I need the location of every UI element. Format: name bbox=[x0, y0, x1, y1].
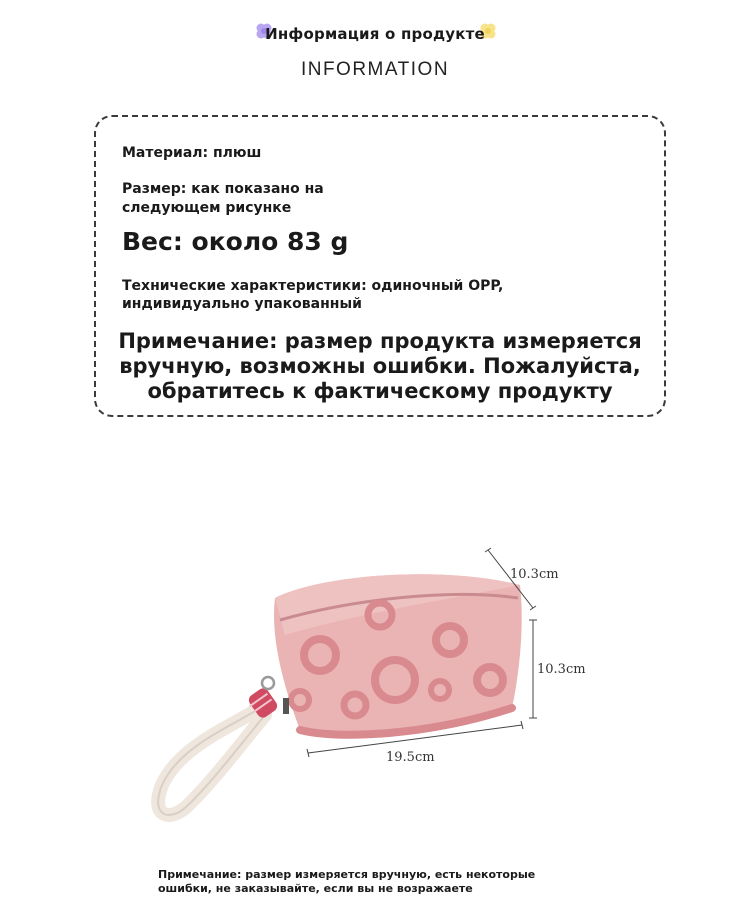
width-dimension-label: 19.5cm bbox=[386, 750, 435, 765]
note-line2: вручную, возможны ошибки. Пожалуйста, bbox=[119, 354, 641, 378]
pouch-illustration bbox=[140, 540, 610, 850]
footer-note-line2: ошибки, не заказывайте, если вы не возражаете bbox=[158, 882, 473, 895]
size-text-line1: Размер: как показано на bbox=[122, 181, 324, 197]
product-info-box bbox=[94, 115, 666, 417]
spec-text-line1: Технические характеристики: одиночный OPP, bbox=[122, 278, 504, 294]
spec-text-line2: индивидуально упакованный bbox=[122, 296, 362, 312]
title-wrap bbox=[257, 24, 493, 43]
depth-dimension-label: 10.3cm bbox=[510, 567, 559, 582]
note-line3: обратитесь к фактическому продукту bbox=[147, 379, 613, 403]
size-text-line2: следующем рисунке bbox=[122, 200, 292, 216]
product-image-area bbox=[140, 540, 610, 850]
weight-text: Вес: около 83 g bbox=[122, 227, 349, 256]
measurement-note bbox=[96, 329, 664, 404]
strap-loop bbox=[158, 705, 265, 815]
page-subtitle: INFORMATION bbox=[300, 59, 450, 80]
footer-note-line1: Примечание: размер измеряется вручную, есть некоторые bbox=[158, 868, 536, 881]
footer-note bbox=[158, 868, 578, 896]
spec-text bbox=[122, 277, 503, 313]
header bbox=[0, 24, 750, 81]
zipper-ring bbox=[262, 677, 274, 689]
note-line1: Примечание: размер продукта измеряется bbox=[118, 329, 642, 353]
size-text bbox=[122, 180, 324, 218]
height-dimension-label: 10.3cm bbox=[537, 662, 586, 677]
brand-tag bbox=[283, 698, 289, 714]
material-text: Материал: плюш bbox=[122, 145, 262, 161]
page-title: Информация о продукте bbox=[265, 25, 485, 43]
